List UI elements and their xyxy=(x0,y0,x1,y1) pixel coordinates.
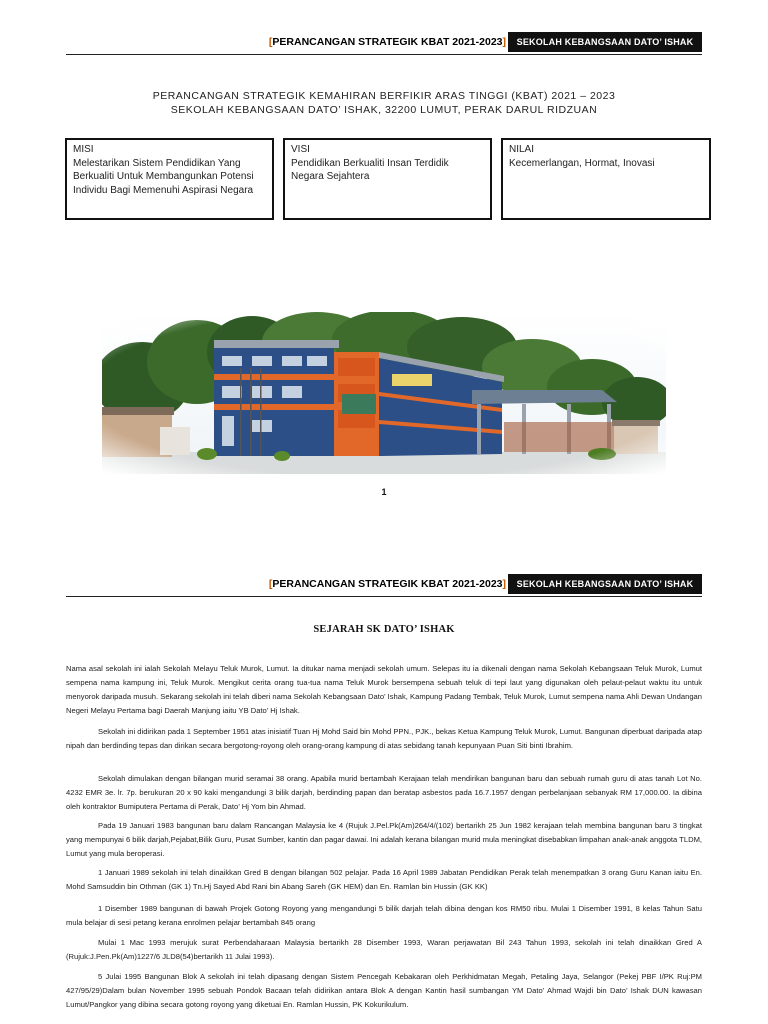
page2-header xyxy=(66,574,702,597)
misi-text: Melestarikan Sistem Pendidikan Yang Berkualiti Untuk Membangunkan Potensi Individu Bagi Memenuhi Aspirasi Negara xyxy=(73,157,254,196)
page-number: 1 xyxy=(381,487,387,497)
page-title xyxy=(66,89,702,117)
history-paragraph-1: Nama asal sekolah ini ialah Sekolah Melayu Teluk Murok, Lumut. Ia ditukar nama menjadi sekolah umum. Selepas itu ia dikenali dengan nama Sekolah Kebangsaan Teluk Murok, Lumut sempena nama kampung ini, Teluk Murok. Mengikut cerita orang tua-tua nama Teluk Murok bersempena sebuah teluk di tepi laut yang digunakan oleh pelaut-pelaut waktu itu untuk menyorok daripada musuh. Sekarang sekolah ini telah diberi nama Sekolah Kebangsaan Dato’ Ishak, Kampung Padang Tembak, Teluk Murok, Lumut sempena nama Ahli Dewan Undangan Negeri Melayu Pertama bagi Daerah Manjung iaitu YB Dato’ Hj Ishak. xyxy=(66,664,702,715)
header-title: [PERANCANGAN STRATEGIK KBAT 2021-2023] xyxy=(268,578,506,590)
school-building-photo xyxy=(102,312,666,474)
section-title: SEJARAH SK DATO’ ISHAK xyxy=(313,624,455,635)
visi-heading: VISI xyxy=(291,144,310,155)
history-paragraph-2: Sekolah ini didirikan pada 1 September 1951 atas inisiatif Tuan Hj Mohd Said bin Mohd PPN., PJK., bekas Ketua Kampung Teluk Murok, Lumut. Bangunan diperbuat daripada atap nipah dan berdinding tepas dan dirikan secara bergotong-royong oleh orang-orang kampung di atas sebidang tanah kepunyaan Puan Siti binti Ibrahim. xyxy=(66,727,702,750)
visi-box xyxy=(283,138,492,220)
header-school-name: SEKOLAH KEBANGSAAN DATO’ ISHAK xyxy=(508,32,702,52)
header-school-name: SEKOLAH KEBANGSAAN DATO’ ISHAK xyxy=(508,574,702,594)
nilai-heading: NILAI xyxy=(509,144,535,155)
title-line-2: SEKOLAH KEBANGSAAN DATO’ ISHAK, 32200 LUMUT, PERAK DARUL RIDZUAN xyxy=(170,104,598,116)
misi-box xyxy=(65,138,274,220)
history-paragraph-7: Mulai 1 Mac 1993 merujuk surat Perbendaharaan Malaysia bertarikh 28 Disember 1993, Waran perjawatan Bil 243 Tahun 1993, sekolah ini telah dinaikkan Gred A (Rujuk:J.Pen.Pk(Am)1227/6 JLD8(54)bertarikh 11 Julai 1993). xyxy=(66,938,702,961)
history-paragraph-8: 5 Julai 1995 Bangunan Blok A sekolah ini telah dipasang dengan Sistem Pencegah Kebakaran oleh Perkhidmatan Megah, Petaling Jaya, Selangor (Pekej PBF I/PK Ruj:PM 427/95/29)Dalam bulan November 1995 sebuah Pondok Bacaan telah didirikan antara Blok A dengan Kantin hasil sumbangan YM Dato’ Ahmad Wajdi bin Dato’ Ishak DUN kawasan Lumut/Pangkor yang dibina secara gotong royong yang diketuai En. Ramlan Hussin, PK Kokurikulum. xyxy=(66,972,702,1009)
header-title: [PERANCANGAN STRATEGIK KBAT 2021-2023] xyxy=(268,36,506,48)
page1-header xyxy=(66,32,702,55)
misi-heading: MISI xyxy=(73,144,94,155)
nilai-box xyxy=(501,138,711,220)
title-line-1: PERANCANGAN STRATEGIK KEMAHIRAN BERFIKIR ARAS TINGGI (KBAT) 2021 – 2023 xyxy=(152,90,616,102)
nilai-text: Kecemerlangan, Hormat, Inovasi xyxy=(509,157,655,169)
history-paragraph-4: Pada 19 Januari 1983 bangunan baru dalam Rancangan Malaysia ke 4 (Rujuk J.Pel.Pk(Am)264/4/(102) bertarikh 25 Jun 1982 kerajaan telah membina bangunan baru 3 tingkat yang mempunyai 6 bilik darjah,Pejabat,Bilik Guru, Pusat Sumber, kantin dan pagar dawai. Ini adalah kerana bilangan murid mula meningkat disebabkan limpahan anak-anak anggota TLDM, Lumut yang mula beroperasi. xyxy=(66,821,703,858)
visi-text: Pendidikan Berkualiti Insan Terdidik Negara Sejahtera xyxy=(291,157,449,182)
history-paragraph-5: 1 Januari 1989 sekolah ini telah dinaikkan Gred B dengan bilangan 502 pelajar. Pada 16 April 1989 Jabatan Pendidikan Perak telah menempatkan 3 orang Guru Kanan iaitu En. Mohd Samsuddin bin Othman (GK 1) Tn.Hj Sayed Abd Rani bin Abang Sareh (GK HEM) dan En. Ramlan bin Hussin (GK KK) xyxy=(66,868,702,891)
history-paragraph-3: Sekolah dimulakan dengan bilangan murid seramai 38 orang. Apabila murid bertambah Kerajaan telah mendirikan bangunan baru dan sebuah rumah guru di atas tanah Lot No. 4232 EMR 3e. lr. 7p. berukuran 20 x 90 kaki mengandungi 3 bilik darjah, berdinding papan dan beratap asbestos pada 16.7.1957 dengan perbelanjaan sebanyak RM 17,000.00. Ia dibina oleh kontraktor Bumiputera Pertama di Perak, Dato’ Hj Yom bin Ahmad. xyxy=(66,774,702,811)
history-paragraph-6: 1 Disember 1989 bangunan di bawah Projek Gotong Royong yang mengandungi 5 bilik darjah telah dibina dengan kos RM50 ribu. Mulai 1 Disember 1991, 8 kelas Tahun Satu mula belajar di sesi petang kerana enrolmen pelajar bertambah 845 orang xyxy=(66,904,702,927)
